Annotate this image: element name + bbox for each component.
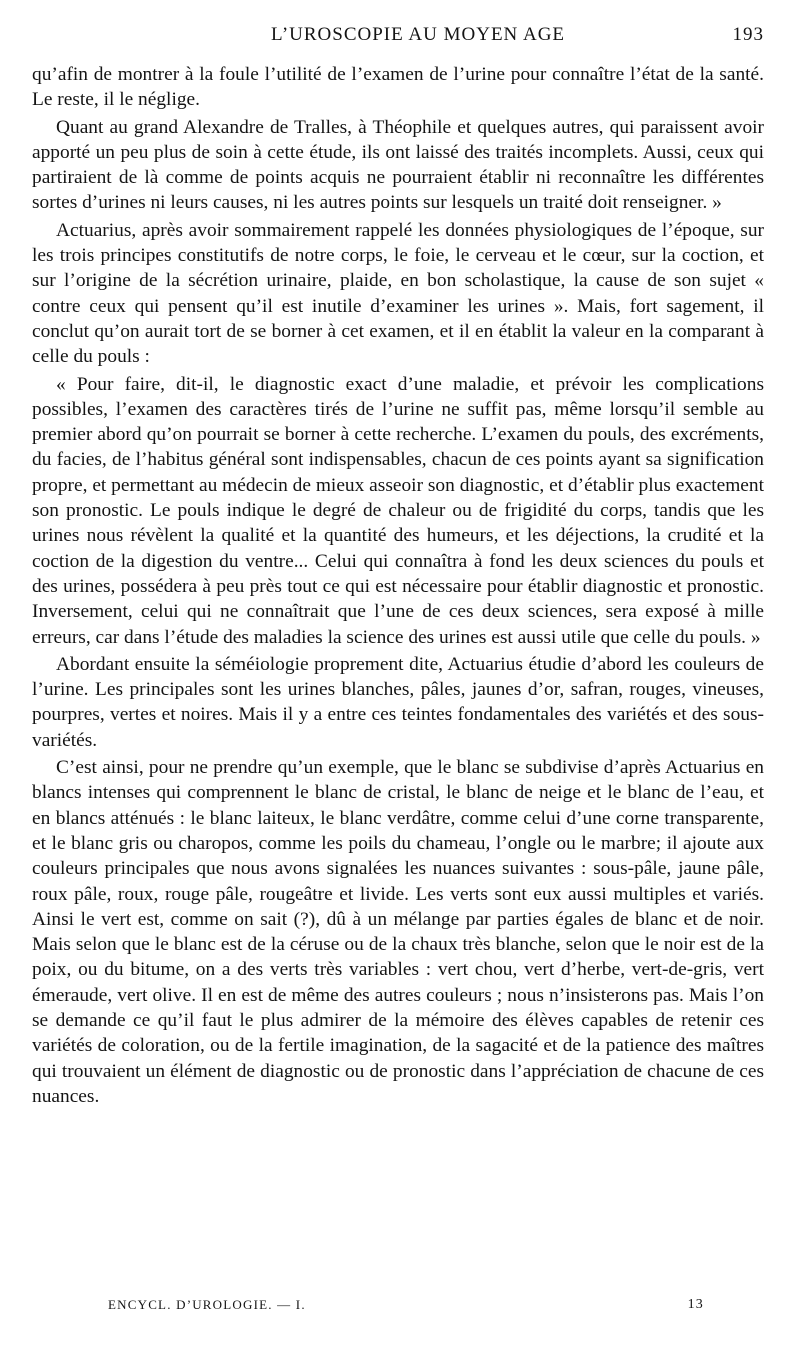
- page-number: 193: [732, 24, 764, 45]
- running-head-title: L’UROSCOPIE AU MOYEN AGE: [270, 24, 566, 45]
- paragraph: Actuarius, après avoir sommairement rappelé les données physiologiques de l’époque, sur les trois principes constitutifs de notre corps, le foie, le cerveau et le cœur, sur la coction, et sur l’origine de la sécrétion urinaire, plaide, en bon scholastique, la cause de son sujet « contre ceux qui pensent qu’il est inutile d’examiner les urines ». Mais, fort sagement, il conclut qu’on aurait tort de se borner à cet examen, et il en établit la valeur en la comparant à celle du pouls :: [32, 219, 764, 368]
- paragraph-quotation: « Pour faire, dit-il, le diagnostic exact d’une maladie, et prévoir les complications possibles, l’examen des caractères tirés de l’urine ne suffit pas, même lorsqu’il semble au premier abord qu’on pourrait se borner à cette recherche. L’examen du pouls, des excréments, du facies, de l’habitus général sont indispensables, chacun de ces points ayant sa signification propre, et permettant au médecin de mieux asseoir son diagnostic, et d’établir plus exactement son pronostic. Le pouls indique le degré de chaleur ou de frigidité du corps, tandis que les urines nous révèlent la qualité et la quantité des humeurs, et les déjections, la crudité et la coction de la digestion du ventre... Celui qui connaîtra à fond les deux sciences du pouls et des urines, possédera à peu près tout ce qui est nécessaire pour établir diagnostic et pronostic. Inversement, celui qui ne connaîtrait que l’une de ces deux sciences, sera exposé à mille erreurs, car dans l’étude des maladies la science des urines est aussi utile que celle du pouls. »: [32, 373, 764, 648]
- running-head: [32, 24, 764, 52]
- paragraph: Abordant ensuite la séméiologie proprement dite, Actuarius étudie d’abord les couleurs de l’urine. Les principales sont les urines blanches, pâles, jaunes d’or, safran, rouges, vineuses, pourpres, vertes et noires. Mais il y a entre ces teintes fondamentales des variétés et des sous-variétés.: [32, 653, 764, 751]
- paragraph-continued: qu’afin de montrer à la foule l’utilité de l’examen de l’urine pour connaître l’état de la santé. Le reste, il le néglige.: [32, 64, 764, 111]
- paragraph: Quant au grand Alexandre de Tralles, à Théophile et quelques autres, qui paraissent avoir apporté un peu plus de soin à cette étude, ils ont laissé des traités incomplets. Aussi, ceux qui partiraient de là comme de points acquis ne pourraient établir ni reconnaître les différentes sortes d’urines ni leurs causes, ni les autres points sur lesquels un traité doit renseigner. »: [32, 116, 764, 214]
- signature-mark: 13: [687, 1297, 704, 1312]
- body-text: [32, 62, 764, 1109]
- footer-source: ENCYCL. D’UROLOGIE. — I.: [108, 1297, 306, 1312]
- paragraph: C’est ainsi, pour ne prendre qu’un exemple, que le blanc se subdivise d’après Actuarius en blancs intenses qui comprennent le blanc de cristal, le blanc de neige et le blanc de l’eau, et en blancs atténués : le blanc laiteux, le blanc verdâtre, comme celui d’une corne transparente, et le blanc gris ou charopos, comme les poils du chameau, l’ongle ou le marbre; il ajoute aux couleurs principales que nous avons signalées les nuances suivantes : sous-pâle, jaune pâle, roux pâle, roux, rouge pâle, rougeâtre et livide. Les verts sont eux aussi multiples et variés. Ainsi le vert est, comme on sait (?), dû à un mélange par parties égales de blanc et de noir. Mais selon que le blanc est de la céruse ou de la chaux très blanche, selon que le noir est de la poix, ou du bitume, on a des verts très variables : vert chou, vert d’herbe, vert-de-gris, vert émeraude, vert olive. Il en est de même des autres couleurs ; nous n’insisterons pas. Mais l’on se demande ce qu’il faut le plus admirer de la mémoire des élèves capables de retenir ces variétés de coloration, ou de la fertile imagination, de la sagacité et de la patience des maîtres qui trouvaient un élément de diagnostic ou de pronostic dans l’appréciation de chacune de ces nuances.: [32, 757, 764, 1107]
- page-footer: [32, 1297, 764, 1317]
